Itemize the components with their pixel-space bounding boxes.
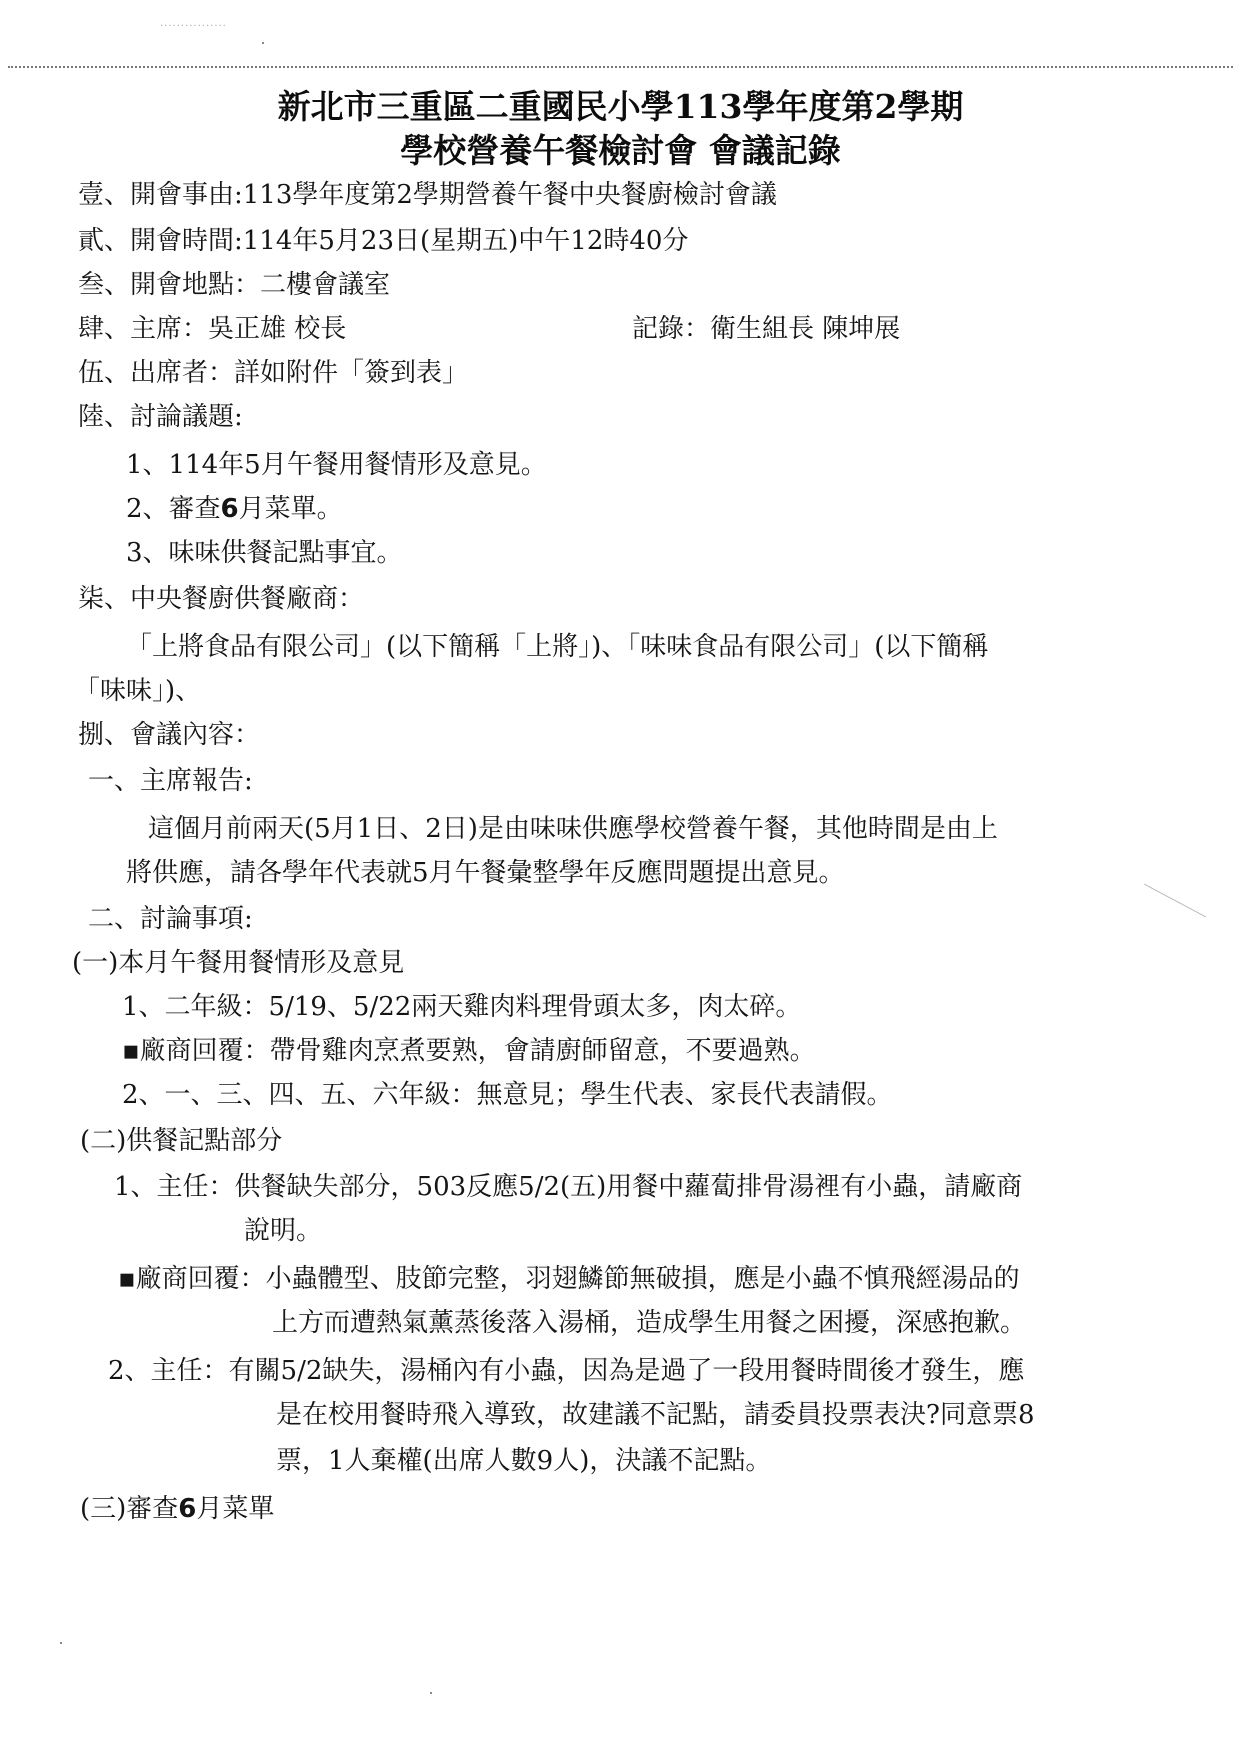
sub1-item-2: 2、一、三、四、五、六年級：無意見；學生代表、家長代表請假。 (122, 1080, 893, 1110)
vendors-line-2: 「味味」)、 (74, 676, 202, 706)
vendors-line-1: 「上將食品有限公司」(以下簡稱「上將」)、「味味食品有限公司」(以下簡稱 (126, 632, 989, 662)
section-meeting-content: 捌、會議內容： (78, 720, 261, 750)
title-line-1: 新北市三重區二重國民小學113學年度第2學期 (277, 87, 964, 126)
scan-speck (60, 1642, 62, 1644)
topic-item-3: 3、味味供餐記點事宜。 (126, 538, 403, 568)
section-meeting-purpose: 壹、開會事由:113學年度第2學期營養午餐中央餐廚檢討會議 (78, 180, 777, 210)
sub2-item-1-line-2: 說明。 (244, 1216, 323, 1246)
sub2-item-1-line-1: 1、主任：供餐缺失部分，503反應5/2(五)用餐中蘿蔔排骨湯裡有小蟲，請廠商 (114, 1172, 1023, 1202)
chair-report-line-1: 這個月前兩天(5月1日、2日)是由味味供應學校營養午餐，其他時間是由上 (148, 814, 998, 844)
scan-speck (262, 42, 264, 44)
sub2-item-2-line-2: 是在校用餐時飛入導致，故建議不記點，請委員投票表決?同意票8 (276, 1400, 1035, 1430)
section-meeting-time: 貳、開會時間:114年5月23日(星期五)中午12時40分 (78, 226, 689, 256)
sub2-item-2-line-1: 2、主任：有關5/2缺失，湯桶內有小蟲，因為是過了一段用餐時間後才發生，應 (108, 1356, 1025, 1386)
sub1-item-1: 1、二年級：5/19、5/22兩天雞肉料理骨頭太多，肉太碎。 (122, 992, 802, 1022)
topic-item-2-rest: 月菜單。 (238, 494, 343, 524)
topic-item-2-prefix: 2、審查 (126, 494, 221, 524)
chair-report-heading: 一、主席報告: (88, 766, 253, 796)
section-attendees: 伍、出席者：詳如附件「簽到表」 (78, 358, 469, 388)
scan-speck (430, 1692, 432, 1694)
scan-mark: ................ (160, 18, 227, 29)
chair-report-line-2: 將供應，請各學年代表就5月午餐彙整學年反應問題提出意見。 (126, 858, 845, 888)
sub1-heading: (一)本月午餐用餐情形及意見 (72, 948, 405, 978)
sub2-vendor-reply-line-1: ▪廠商回覆：小蟲體型、肢節完整，羽翅鱗節無破損，應是小蟲不慎飛經湯品的 (118, 1264, 1020, 1294)
discussion-heading: 二、討論事項: (88, 904, 253, 934)
section-chair: 肆、主席：吳正雄 校長 (78, 314, 347, 344)
topic-item-1: 1、114年5月午餐用餐情形及意見。 (126, 450, 547, 480)
title-line-2: 學校營養午餐檢討會 會議記錄 (400, 131, 841, 170)
sub3-heading (80, 1492, 274, 1526)
scan-streak (1144, 884, 1206, 918)
sub2-heading: (二)供餐記點部分 (80, 1126, 283, 1156)
section-vendors: 柒、中央餐廚供餐廠商： (78, 584, 365, 614)
sub3-heading-month: 6 (178, 1494, 197, 1524)
section-discussion-topics: 陸、討論議題: (78, 402, 243, 432)
top-rule (8, 66, 1233, 68)
sub2-vendor-reply-line-2: 上方而遭熱氣薰蒸後落入湯桶，造成學生用餐之困擾，深感抱歉。 (272, 1308, 1027, 1338)
sub3-heading-rest: 月菜單 (196, 1494, 275, 1524)
topic-item-2 (126, 492, 343, 526)
section-meeting-location: 叁、開會地點：二樓會議室 (78, 270, 391, 300)
topic-item-2-month: 6 (220, 494, 239, 524)
sub3-heading-prefix: (三)審查 (80, 1494, 179, 1524)
sub2-item-2-line-3: 票，1人棄權(出席人數9人)，決議不記點。 (276, 1446, 772, 1476)
section-recorder: 記錄：衛生組長 陳坤展 (632, 314, 901, 344)
sub1-vendor-reply: ▪廠商回覆：帶骨雞肉烹煮要熟，會請廚師留意，不要過熟。 (122, 1036, 816, 1066)
